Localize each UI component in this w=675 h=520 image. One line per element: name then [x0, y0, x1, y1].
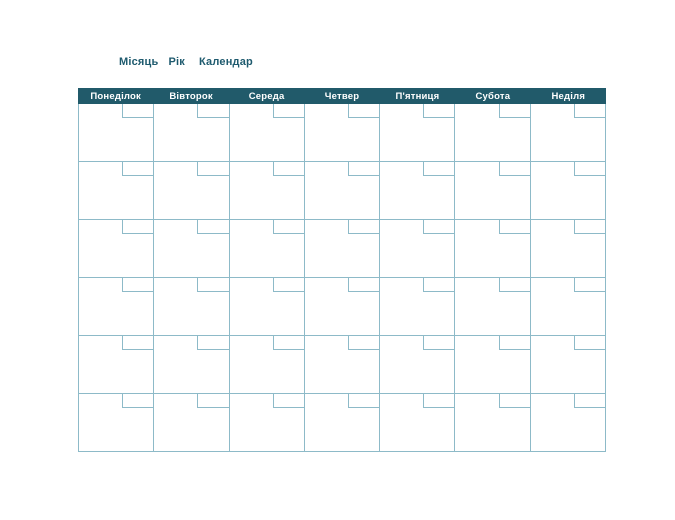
date-box[interactable]	[574, 278, 605, 292]
calendar-cell[interactable]	[531, 104, 606, 162]
date-box[interactable]	[122, 162, 153, 176]
calendar-cell[interactable]	[531, 336, 606, 394]
calendar-cell[interactable]	[79, 394, 154, 452]
calendar-cell[interactable]	[230, 220, 305, 278]
calendar-cell[interactable]	[79, 336, 154, 394]
date-box[interactable]	[273, 336, 304, 350]
calendar-cell[interactable]	[305, 162, 380, 220]
date-box[interactable]	[348, 220, 379, 234]
calendar-cell[interactable]	[154, 220, 229, 278]
calendar-cell[interactable]	[79, 278, 154, 336]
calendar-title-field[interactable]: Календар	[198, 56, 253, 68]
calendar-cell[interactable]	[230, 394, 305, 452]
calendar-cell[interactable]	[230, 336, 305, 394]
date-box[interactable]	[273, 104, 304, 118]
day-header: Четвер	[324, 90, 360, 102]
calendar-cell[interactable]	[230, 104, 305, 162]
calendar-cell[interactable]	[79, 220, 154, 278]
calendar-cell[interactable]	[305, 394, 380, 452]
day-header: Середа	[248, 90, 285, 102]
calendar-cell[interactable]	[380, 278, 455, 336]
date-box[interactable]	[499, 336, 530, 350]
date-box[interactable]	[197, 278, 228, 292]
date-box[interactable]	[273, 162, 304, 176]
date-box[interactable]	[499, 394, 530, 408]
calendar-cell[interactable]	[455, 104, 530, 162]
date-box[interactable]	[574, 220, 605, 234]
date-box[interactable]	[197, 394, 228, 408]
date-box[interactable]	[122, 104, 153, 118]
calendar-cell[interactable]	[455, 394, 530, 452]
date-box[interactable]	[273, 220, 304, 234]
date-box[interactable]	[348, 278, 379, 292]
calendar-cell[interactable]	[305, 104, 380, 162]
calendar-cell[interactable]	[154, 336, 229, 394]
calendar-cell[interactable]	[154, 162, 229, 220]
date-box[interactable]	[499, 104, 530, 118]
calendar-cell[interactable]	[531, 278, 606, 336]
date-box[interactable]	[499, 162, 530, 176]
weekday-header-row	[78, 88, 606, 104]
date-box[interactable]	[423, 336, 454, 350]
calendar-cell[interactable]	[380, 162, 455, 220]
year-placeholder-field[interactable]: Рік	[168, 56, 185, 68]
date-box[interactable]	[197, 104, 228, 118]
date-box[interactable]	[122, 220, 153, 234]
day-header: Субота	[475, 90, 511, 102]
calendar-cell[interactable]	[230, 278, 305, 336]
date-box[interactable]	[122, 336, 153, 350]
date-box[interactable]	[499, 220, 530, 234]
date-box[interactable]	[197, 162, 228, 176]
calendar-cell[interactable]	[380, 394, 455, 452]
date-box[interactable]	[574, 336, 605, 350]
calendar-cell[interactable]	[154, 278, 229, 336]
calendar-cell[interactable]	[305, 278, 380, 336]
calendar-cell[interactable]	[230, 162, 305, 220]
calendar-cell[interactable]	[305, 220, 380, 278]
calendar-cell[interactable]	[455, 278, 530, 336]
date-box[interactable]	[348, 162, 379, 176]
date-box[interactable]	[197, 336, 228, 350]
month-placeholder-field[interactable]: Місяць	[119, 56, 159, 68]
date-box[interactable]	[348, 336, 379, 350]
date-box[interactable]	[423, 394, 454, 408]
calendar-cell[interactable]	[455, 162, 530, 220]
title-row	[119, 56, 253, 68]
calendar-cell[interactable]	[531, 220, 606, 278]
date-box[interactable]	[122, 278, 153, 292]
date-box[interactable]	[499, 278, 530, 292]
date-box[interactable]	[273, 394, 304, 408]
calendar-cell[interactable]	[531, 162, 606, 220]
date-box[interactable]	[423, 278, 454, 292]
calendar-cell[interactable]	[455, 336, 530, 394]
day-header: Понеділок	[90, 90, 141, 102]
calendar-cell[interactable]	[305, 336, 380, 394]
date-box[interactable]	[574, 162, 605, 176]
date-box[interactable]	[423, 104, 454, 118]
date-box[interactable]	[348, 394, 379, 408]
calendar-cell[interactable]	[380, 104, 455, 162]
date-box[interactable]	[122, 394, 153, 408]
calendar-table	[78, 88, 606, 452]
calendar-cell[interactable]	[79, 162, 154, 220]
date-box[interactable]	[574, 394, 605, 408]
date-box[interactable]	[423, 220, 454, 234]
day-header: Неділя	[551, 90, 586, 102]
calendar-cell[interactable]	[154, 104, 229, 162]
day-header: Вівторок	[169, 90, 213, 102]
date-box[interactable]	[273, 278, 304, 292]
calendar-cell[interactable]	[380, 336, 455, 394]
calendar-cell[interactable]	[154, 394, 229, 452]
calendar-cell[interactable]	[380, 220, 455, 278]
date-box[interactable]	[348, 104, 379, 118]
date-box[interactable]	[574, 104, 605, 118]
calendar-cell[interactable]	[531, 394, 606, 452]
date-box[interactable]	[197, 220, 228, 234]
date-box[interactable]	[423, 162, 454, 176]
day-header: П'ятниця	[395, 90, 440, 102]
calendar-cell[interactable]	[79, 104, 154, 162]
calendar-cell[interactable]	[455, 220, 530, 278]
calendar-grid	[79, 104, 606, 452]
